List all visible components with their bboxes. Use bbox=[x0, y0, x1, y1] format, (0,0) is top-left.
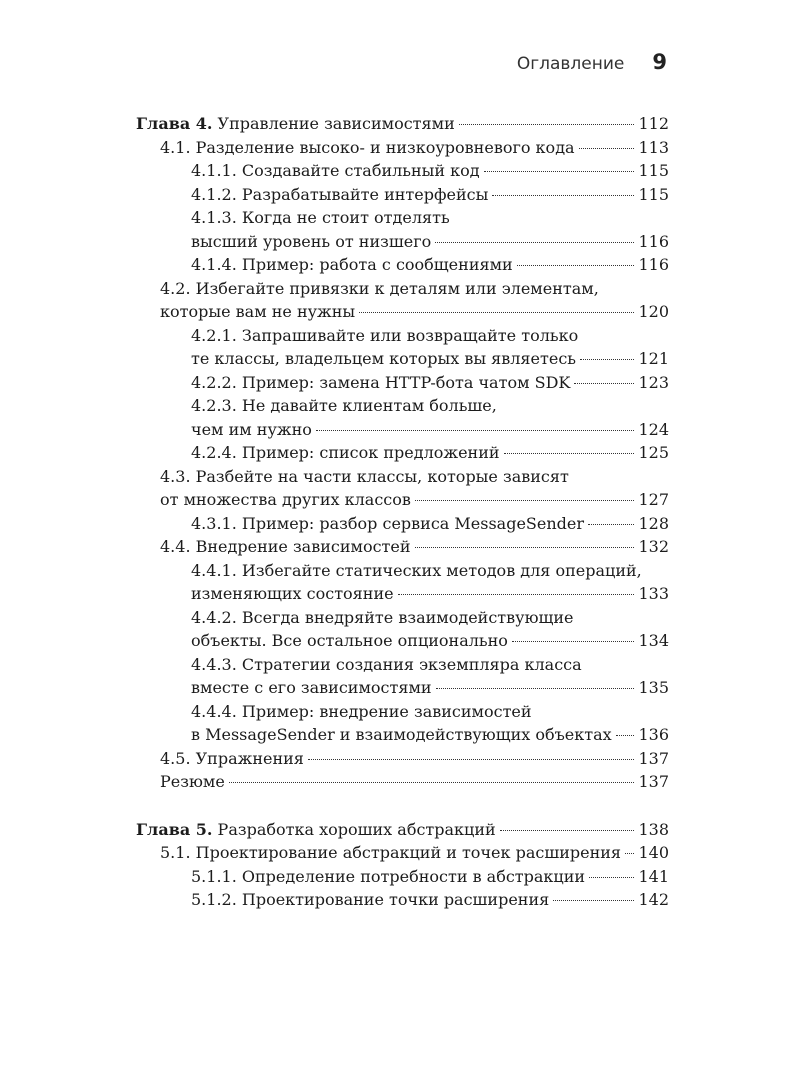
toc-entry-text bbox=[136, 112, 455, 136]
toc-entry-line bbox=[191, 606, 669, 630]
dot-leader bbox=[517, 265, 635, 266]
toc-entry-line bbox=[136, 818, 669, 842]
toc-entry-text bbox=[160, 467, 569, 486]
dot-leader bbox=[492, 195, 634, 196]
toc-page-number: 133 bbox=[638, 584, 669, 603]
toc-entry-title: 4.2.4. Пример: список предложений bbox=[191, 443, 500, 462]
toc-entry-title: 4.1.1. Создавайте стабильный код bbox=[191, 161, 480, 180]
dot-leader bbox=[616, 735, 635, 736]
toc-entry-text bbox=[191, 418, 312, 442]
toc-entry-line bbox=[136, 112, 669, 136]
toc-entry-text bbox=[160, 279, 599, 298]
toc-section-entry bbox=[136, 277, 669, 324]
toc-entry-line bbox=[191, 700, 669, 724]
toc-page-number: 142 bbox=[638, 890, 669, 909]
toc-entry-text bbox=[191, 888, 549, 912]
toc-subsection-entry bbox=[136, 653, 669, 700]
toc-entry-text bbox=[191, 208, 450, 227]
dot-leader bbox=[504, 453, 635, 454]
toc-entry-line bbox=[160, 747, 669, 771]
dot-leader bbox=[625, 853, 634, 854]
toc-entry-text bbox=[191, 676, 432, 700]
toc-section-entry bbox=[136, 465, 669, 512]
dot-leader bbox=[435, 242, 634, 243]
toc-entry-line bbox=[191, 347, 669, 371]
toc-entry-line bbox=[160, 841, 669, 865]
toc-page-number: 138 bbox=[638, 819, 669, 839]
toc-subsection-entry bbox=[136, 865, 669, 889]
toc-entry-text bbox=[191, 159, 480, 183]
toc-entry-text bbox=[160, 136, 575, 160]
toc-entry-text bbox=[191, 702, 532, 721]
dot-leader bbox=[484, 171, 635, 172]
toc-entry-line bbox=[191, 653, 669, 677]
toc-entry-text bbox=[160, 770, 225, 794]
toc-entry-line bbox=[191, 559, 669, 583]
toc-page-number: 112 bbox=[638, 114, 669, 133]
toc-subsection-entry bbox=[136, 371, 669, 395]
toc-entry-text bbox=[191, 723, 612, 747]
toc-subsection-entry bbox=[136, 159, 669, 183]
dot-leader bbox=[580, 359, 634, 360]
toc-page-number: 123 bbox=[638, 372, 669, 392]
toc-entry-text bbox=[160, 300, 355, 324]
toc-entry-line bbox=[160, 136, 669, 160]
dot-leader bbox=[500, 830, 635, 831]
toc-entry-line bbox=[160, 488, 669, 512]
toc-page-number: 128 bbox=[638, 513, 669, 533]
toc-page-number: 141 bbox=[638, 866, 669, 886]
dot-leader bbox=[579, 148, 635, 149]
dot-leader bbox=[553, 900, 634, 901]
toc-entry-text bbox=[191, 561, 642, 580]
toc-entry-line bbox=[191, 723, 669, 747]
toc-subsection-entry bbox=[136, 441, 669, 465]
toc-page-number: 127 bbox=[638, 490, 669, 509]
toc-entry-title: 4.4.1. Избегайте статических методов для операций, bbox=[191, 560, 642, 580]
toc-entry-line bbox=[191, 206, 669, 230]
toc-entry-text bbox=[191, 371, 570, 395]
toc-entry-text bbox=[191, 441, 500, 465]
toc-entry-text bbox=[191, 253, 513, 277]
toc-entry-line bbox=[160, 300, 669, 324]
toc-section-entry bbox=[136, 136, 669, 160]
toc-page-number: 124 bbox=[638, 419, 669, 439]
dot-leader bbox=[574, 383, 634, 384]
toc-entry-title: 4.5. Упражнения bbox=[160, 748, 304, 768]
toc-entry-title: 4.2.3. Не давайте клиентам больше, bbox=[191, 396, 497, 415]
toc-entry-title: Резюме bbox=[160, 772, 225, 791]
toc-entry-title: 4.3.1. Пример: разбор сервиса MessageSender bbox=[191, 513, 585, 533]
dot-leader bbox=[436, 688, 635, 689]
page-number: 9 bbox=[652, 50, 667, 74]
toc-subsection-entry bbox=[136, 324, 669, 371]
toc-entry-line bbox=[191, 371, 669, 395]
toc-chapter-entry bbox=[136, 818, 669, 842]
toc-subsection-entry bbox=[136, 606, 669, 653]
toc-entry-title: объекты. Все остальное опционально bbox=[191, 631, 508, 650]
toc-entry-text bbox=[136, 818, 496, 842]
table-of-contents bbox=[136, 112, 669, 912]
toc-entry-title: 4.4. Внедрение зависимостей bbox=[160, 537, 411, 556]
toc-entry-line bbox=[191, 441, 669, 465]
toc-section-entry bbox=[136, 535, 669, 559]
toc-entry-title: 4.1.2. Разрабатывайте интерфейсы bbox=[191, 184, 489, 204]
toc-entry-title: Разработка хороших абстракций bbox=[217, 819, 496, 839]
toc-entry-title: 4.4.4. Пример: внедрение зависимостей bbox=[191, 701, 532, 721]
toc-subsection-entry bbox=[136, 559, 669, 606]
dot-leader bbox=[588, 524, 634, 525]
toc-subsection-entry bbox=[136, 700, 669, 747]
toc-entry-title: 4.3. Разбейте на части классы, которые зависят bbox=[160, 466, 569, 486]
toc-page-number: 116 bbox=[638, 231, 669, 251]
dot-leader bbox=[229, 782, 635, 783]
toc-entry-line bbox=[160, 277, 669, 301]
toc-entry-text bbox=[191, 512, 584, 536]
toc-entry-text bbox=[160, 747, 304, 771]
dot-leader bbox=[308, 759, 635, 760]
dot-leader bbox=[359, 312, 634, 313]
toc-entry-title: 4.2.1. Запрашивайте или возвращайте только bbox=[191, 325, 579, 345]
toc-entry-line bbox=[160, 770, 669, 794]
toc-entry-text bbox=[191, 629, 508, 653]
toc-page-number: 134 bbox=[638, 631, 669, 650]
dot-leader bbox=[398, 594, 635, 595]
toc-entry-line bbox=[191, 512, 669, 536]
dot-leader bbox=[415, 500, 635, 501]
toc-entry-line bbox=[191, 865, 669, 889]
toc-section-entry bbox=[136, 747, 669, 771]
toc-entry-title: высший уровень от низшего bbox=[191, 231, 432, 251]
toc-subsection-entry bbox=[136, 394, 669, 441]
toc-entry-title: 4.2. Избегайте привязки к деталям или элементам, bbox=[160, 278, 599, 298]
toc-entry-title: 5.1.1. Определение потребности в абстракции bbox=[191, 866, 586, 886]
toc-chapter-entry bbox=[136, 112, 669, 136]
toc-entry-line bbox=[191, 230, 669, 254]
toc-entry-title: 5.1.2. Проектирование точки расширения bbox=[191, 890, 550, 909]
toc-page-number: 136 bbox=[638, 725, 669, 744]
toc-entry-title: Управление зависимостями bbox=[217, 114, 455, 133]
toc-page-number: 121 bbox=[638, 349, 669, 368]
toc-entry-title: 4.1.3. Когда не стоит отделять bbox=[191, 208, 450, 227]
toc-entry-title: от множества других классов bbox=[160, 490, 411, 509]
toc-entry-text bbox=[191, 865, 585, 889]
toc-entry-line bbox=[191, 324, 669, 348]
toc-entry-line bbox=[191, 888, 669, 912]
running-header bbox=[517, 50, 667, 74]
toc-entry-title: в MessageSender и взаимодействующих объектах bbox=[191, 725, 612, 744]
toc-entry-title: которые вам не нужны bbox=[160, 302, 356, 321]
toc-entry-line bbox=[191, 629, 669, 653]
running-header-title: Оглавление bbox=[516, 54, 625, 74]
toc-entry-text bbox=[191, 655, 582, 674]
toc-entry-line bbox=[191, 394, 669, 418]
toc-subsection-entry bbox=[136, 183, 669, 207]
toc-subsection-entry bbox=[136, 888, 669, 912]
toc-entry-text bbox=[160, 535, 411, 559]
dot-leader bbox=[589, 877, 634, 878]
toc-entry-text bbox=[160, 841, 621, 865]
toc-subsection-entry bbox=[136, 512, 669, 536]
toc-entry-line bbox=[191, 253, 669, 277]
toc-subsection-entry bbox=[136, 253, 669, 277]
toc-entry-line bbox=[191, 159, 669, 183]
toc-entry-text bbox=[191, 326, 578, 345]
dot-leader bbox=[316, 430, 635, 431]
toc-entry-line bbox=[160, 465, 669, 489]
toc-entry-line bbox=[160, 535, 669, 559]
toc-page-number: 116 bbox=[638, 255, 669, 274]
toc-entry-text bbox=[191, 396, 497, 415]
toc-entry-title: вместе с его зависимостями bbox=[191, 678, 432, 697]
toc-entry-text bbox=[191, 582, 394, 606]
toc-entry-title: 4.2.2. Пример: замена HTTP-бота чатом SDK bbox=[191, 372, 571, 392]
toc-entry-title: 5.1. Проектирование абстракций и точек расширения bbox=[160, 843, 621, 862]
toc-page-number: 132 bbox=[638, 537, 669, 556]
toc-page-number: 135 bbox=[638, 678, 669, 697]
toc-page-number: 115 bbox=[638, 161, 669, 180]
toc-entry-text bbox=[191, 230, 431, 254]
chapter-label: Глава 5. bbox=[136, 819, 213, 839]
toc-page-number: 115 bbox=[638, 184, 669, 204]
toc-page-number: 137 bbox=[638, 748, 669, 768]
toc-page-number: 113 bbox=[638, 137, 669, 157]
toc-entry-title: 4.4.3. Стратегии создания экземпляра класса bbox=[191, 654, 582, 674]
toc-section-entry bbox=[136, 841, 669, 865]
toc-entry-text bbox=[191, 608, 574, 627]
toc-entry-title: чем им нужно bbox=[191, 419, 312, 439]
toc-page-number: 140 bbox=[638, 843, 669, 862]
toc-entry-title: изменяющих состояние bbox=[191, 584, 394, 603]
toc-page-number: 125 bbox=[638, 443, 669, 462]
toc-page-number: 120 bbox=[638, 302, 669, 321]
toc-subsection-entry bbox=[136, 206, 669, 253]
toc-entry-text bbox=[191, 183, 488, 207]
toc-entry-line bbox=[191, 676, 669, 700]
dot-leader bbox=[512, 641, 635, 642]
toc-entry-title: 4.4.2. Всегда внедряйте взаимодействующие bbox=[191, 607, 574, 627]
chapter-label: Глава 4. bbox=[136, 114, 213, 133]
toc-page-number: 137 bbox=[638, 772, 669, 791]
toc-entry-line bbox=[191, 183, 669, 207]
toc-entry-line bbox=[191, 418, 669, 442]
toc-entry-title: 4.1.4. Пример: работа с сообщениями bbox=[191, 255, 513, 274]
toc-entry-text bbox=[191, 347, 576, 371]
toc-section-entry bbox=[136, 770, 669, 794]
dot-leader bbox=[459, 124, 635, 125]
toc-entry-title: 4.1. Разделение высоко- и низкоуровневого кода bbox=[160, 137, 575, 157]
toc-entry-line bbox=[191, 582, 669, 606]
toc-entry-title: те классы, владельцем которых вы являетесь bbox=[191, 349, 576, 368]
dot-leader bbox=[415, 547, 635, 548]
toc-entry-text bbox=[160, 488, 411, 512]
